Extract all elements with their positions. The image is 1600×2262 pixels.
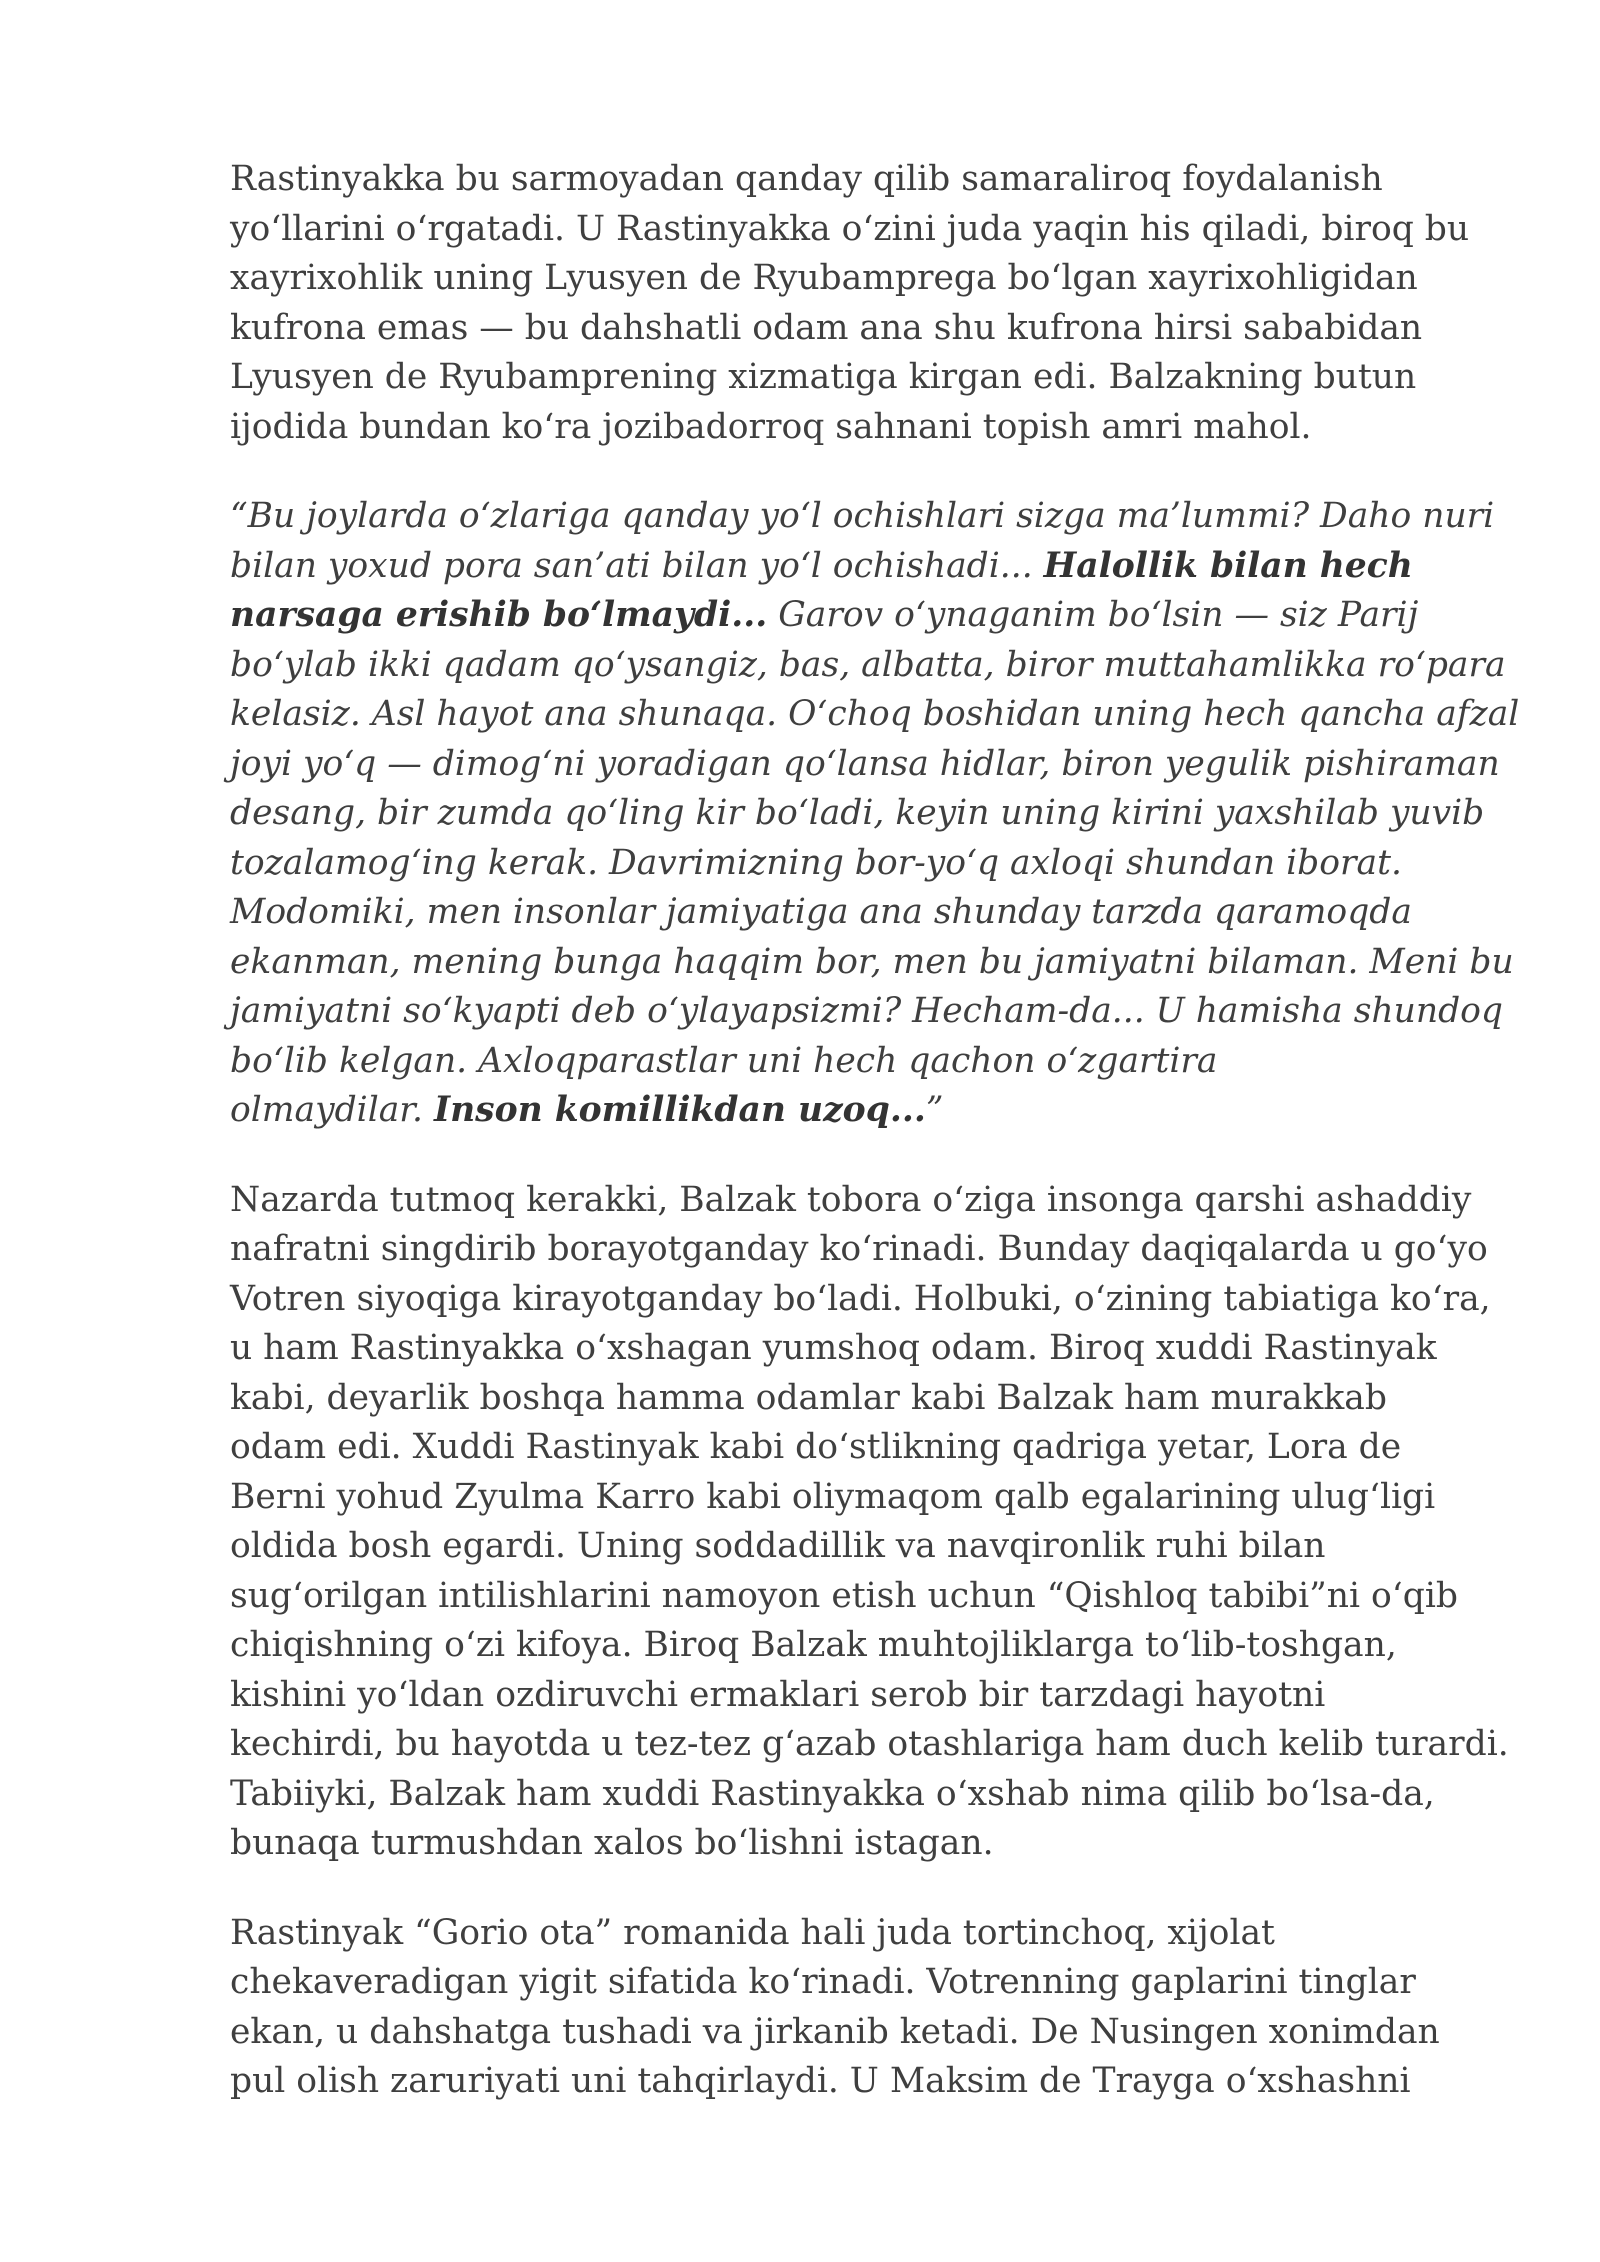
text-line: bunaqa turmushdan xalos bo‘lishni istagan. [230, 1823, 994, 1863]
text-line: tozalamog‘ing kerak. Davrimizning bor-yo‘q axloqi shundan iborat. [230, 842, 1402, 883]
text-line: Tabiiyki, Balzak ham xuddi Rastinyakka o‘xshab nima qilib bo‘lsa-da, [230, 1773, 1435, 1814]
text-line: chiqishning o‘zi kifoya. Biroq Balzak muhtojliklarga to‘lib-toshgan, [230, 1625, 1397, 1665]
paragraph-4 [230, 1909, 1520, 2107]
text-segment: bilan yoxud pora san’ati bilan yo‘l ochishadi... [230, 545, 1044, 586]
text-line: sug‘orilgan intilishlarini namoyon etish uchun “Qishloq tabibi”ni o‘qib [230, 1575, 1458, 1616]
text-line: ijodida bundan ko‘ra jozibadorroq sahnani topish amri mahol. [230, 406, 1312, 447]
text-line: desang, bir zumda qo‘ling kir bo‘ladi, keyin uning kirini yaxshilab yuvib [230, 793, 1485, 833]
text-line: bo‘ylab ikki qadam qo‘ysangiz, bas, albatta, biror muttahamlikka ro‘para [230, 644, 1506, 685]
text-line: Votren siyoqiga kirayotganday bo‘ladi. Holbuki, o‘zining tabiatiga ko‘ra, [230, 1278, 1491, 1319]
paragraph-1 [230, 155, 1520, 452]
text-line: chekaveradigan yigit sifatida ko‘rinadi. Votrenning gaplarini tinglar [230, 1962, 1416, 2002]
text-line: kabi, deyarlik boshqa hamma odamlar kabi Balzak ham murakkab [230, 1377, 1387, 1418]
text-line: oldida bosh egardi. Uning soddadillik va navqironlik ruhi bilan [230, 1526, 1326, 1566]
text-line: Modomiki, men insonlar jamiyatiga ana shunday tarzda qaramoqda [230, 892, 1412, 932]
text-line: Berni yohud Zyulma Karro kabi oliymaqom qalb egalarining ulug‘ligi [230, 1476, 1436, 1517]
text-line: kechirdi, bu hayotda u tez-tez g‘azab otashlariga ham duch kelib turardi. [230, 1724, 1509, 1764]
text-line: ekanman, mening bunga haqqim bor, men bu jamiyatni bilaman. Meni bu [230, 941, 1514, 982]
text-line: kufrona emas — bu dahshatli odam ana shu kufrona hirsi sababidan [230, 307, 1423, 348]
text-line: u ham Rastinyakka o‘xshagan yumshoq odam. Biroq xuddi Rastinyak [230, 1328, 1437, 1368]
document-page [230, 155, 1520, 2147]
text-line: pul olish zaruriyati uni tahqirlaydi. U Maksim de Trayga o‘xshashni [230, 2061, 1411, 2101]
text-line: yo‘llarini o‘rgatadi. U Rastinyakka o‘zini juda yaqin his qiladi, biroq bu [230, 208, 1470, 249]
text-line: Nazarda tutmoq kerakki, Balzak tobora o‘ziga insonga qarshi ashaddiy [230, 1179, 1472, 1220]
text-line: ekan, u dahshatga tushadi va jirkanib ketadi. De Nusingen xonimdan [230, 2011, 1440, 2052]
text-segment: Garov o‘ynaganim bo‘lsin — siz Parij [767, 595, 1419, 635]
text-line: bo‘lib kelgan. Axloqparastlar uni hech qachon o‘zgartira [230, 1040, 1218, 1081]
text-line: kelasiz. Asl hayot ana shunaqa. O‘choq boshidan uning hech qancha afzal [230, 694, 1520, 734]
text-line: Rastinyakka bu sarmoyadan qanday qilib samaraliroq foydalanish [230, 159, 1383, 199]
text-line: xayrixohlik uning Lyusyen de Ryubamprega bo‘lgan xayrixohligidan [230, 258, 1418, 298]
quote-paragraph [230, 492, 1520, 1136]
text-segment: ” [925, 1090, 944, 1130]
paragraph-3 [230, 1176, 1520, 1869]
text-line: Rastinyak “Gorio ota” romanida hali juda tortinchoq, xijolat [230, 1912, 1275, 1953]
text-line: jamiyatni so‘kyapti deb o‘ylayapsizmi? Hecham-da... U hamisha shundoq [230, 991, 1504, 1031]
text-line: odam edi. Xuddi Rastinyak kabi do‘stlikning qadriga yetar, Lora de [230, 1427, 1402, 1467]
bold-phrase: Inson komillikdan uzoq... [433, 1090, 926, 1130]
text-line: joyi yo‘q — dimog‘ni yoradigan qo‘lansa hidlar, biron yegulik pishiraman [230, 743, 1500, 784]
bold-phrase: Halollik bilan hech [1043, 545, 1413, 586]
text-segment: olmaydilar. [230, 1090, 434, 1130]
text-line: nafratni singdirib borayotganday ko‘rinadi. Bunday daqiqalarda u go‘yo [230, 1229, 1488, 1269]
text-line: Lyusyen de Ryubamprening xizmatiga kirgan edi. Balzakning butun [230, 357, 1417, 397]
text-line: kishini yo‘ldan ozdiruvchi ermaklari serob bir tarzdagi hayotni [230, 1674, 1326, 1715]
bold-phrase: narsaga erishib bo‘lmaydi... [230, 595, 768, 635]
text-line: “Bu joylarda o‘zlariga qanday yo‘l ochishlari sizga ma’lummi? Daho nuri [230, 496, 1495, 536]
